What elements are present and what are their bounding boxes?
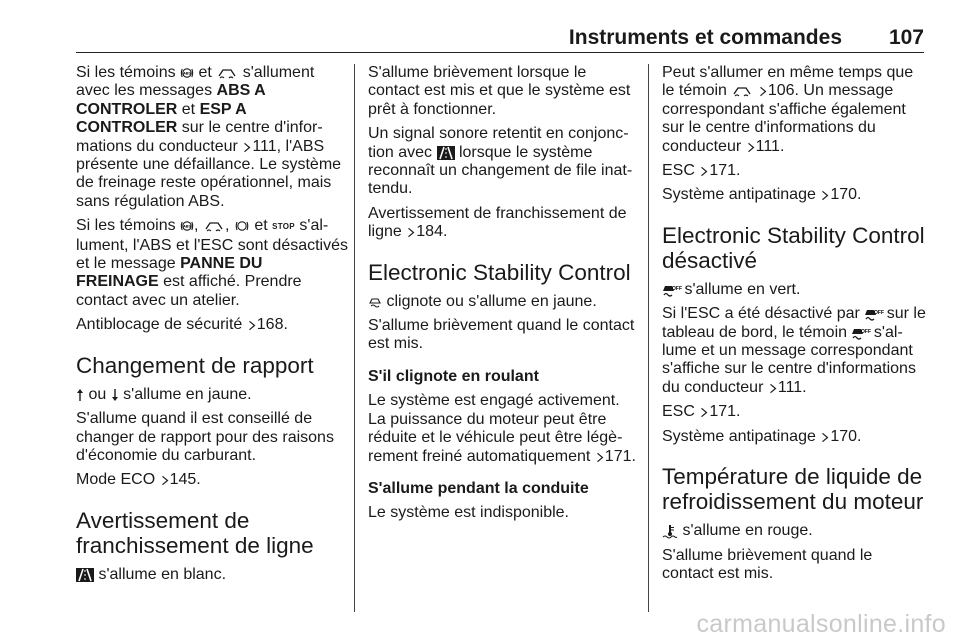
esc-off-description: Si l'ESC a été désactivé par OFF sur le tableau de bord, le témoin OFF s'allume et un message correspondant s'affiche sur le centre d'informations du conducteur 111. — [662, 305, 926, 396]
section-heading-gear-change: Changement de rapport — [76, 352, 314, 378]
page-reference-arrow-icon — [595, 451, 605, 464]
esc-unavailable-text: Le système est indisponible. — [368, 504, 569, 522]
section-heading-esc-off: Electronic Stability Control désactivé — [662, 222, 925, 273]
lane-departure-startup-text: S'allume brièvement lorsque le contact est mis et que le système est prêt à fonctionner. — [368, 64, 631, 118]
section-heading-lane-departure: Avertissement de franchissement de ligne — [76, 507, 314, 558]
coolant-indicator-paragraph: s'allume en rouge. — [662, 522, 928, 540]
message-brake-failure: PANNE DU FREINAGE — [76, 255, 263, 291]
page-reference-arrow-icon — [699, 165, 709, 178]
esc-startup-text: S'allume brièvement quand le contact est mis. — [368, 317, 635, 353]
esc-off-icon — [662, 283, 680, 297]
watermark: carmanualsonline.info — [696, 610, 946, 638]
esc-tc-paragraph: Peut s'allumer en même temps que le témoin 106. Un message correspondant s'affiche également sur le centre d'informations du conducteur 111. — [662, 64, 914, 155]
abs-warning-icon — [180, 66, 194, 80]
coolant-temperature-icon — [662, 524, 678, 538]
esc-off-icon — [851, 326, 872, 340]
page-reference-arrow-icon — [746, 141, 756, 154]
coolant-startup-text: S'allume brièvement quand le contact est mis. — [662, 546, 873, 582]
esc-off-indicator-paragraph: OFF s'allume en vert. — [662, 281, 928, 299]
esc-warning-icon — [731, 84, 753, 98]
lane-departure-sound-paragraph: Un signal sonore retentit en conjonction avec lorsque le système reconnaît un changement de file inattendu. — [368, 125, 633, 198]
page-reference-arrow-icon — [160, 474, 170, 487]
section-heading-coolant-temperature: Température de liquide de refroidissement du moteur — [662, 464, 924, 515]
page-reference-arrow-icon — [242, 141, 252, 154]
abs-reference: Antiblocage de sécurité 168. — [76, 316, 288, 334]
column-divider-2 — [648, 64, 649, 612]
abs-esp-paragraph: Si les témoins ABS et s'allument avec les messages ABS A CONTROLER et ESP A CONTROLER sur le centre d'informations du conducteur 111, l'ABS présente une défaillance. Le système de freinage reste opérationnel, mais sans régulation ABS. — [76, 64, 342, 210]
esc-indicator-paragraph: clignote ou s'allume en jaune. — [368, 293, 638, 311]
lane-departure-icon — [437, 146, 455, 160]
esc-reference: ESC 171. — [662, 162, 741, 180]
abs-warning-icon — [180, 219, 194, 233]
page-reference-arrow-icon — [820, 431, 830, 444]
page-title: Instruments et commandes — [568, 26, 842, 49]
esc-off-traction-reference: Système antipatinage 170. — [662, 427, 862, 445]
traction-control-reference: Système antipatinage 170. — [662, 186, 862, 204]
page-reference-arrow-icon — [768, 382, 778, 395]
subheading-blinking: S'il clignote en roulant — [368, 367, 539, 385]
svg-text:ABS: ABS — [183, 71, 191, 76]
svg-text:OFF: OFF — [861, 328, 872, 335]
column-divider-1 — [354, 64, 355, 612]
lane-departure-reference: Avertissement de franchissement de ligne 184. — [368, 204, 627, 241]
column-2 — [368, 64, 638, 529]
message-abs: ABS A CONTROLER — [76, 82, 266, 118]
section-heading-esc: Electronic Stability Control — [368, 259, 631, 285]
svg-text:ABS: ABS — [183, 224, 191, 229]
svg-text:OFF: OFF — [672, 285, 682, 292]
page-reference-arrow-icon — [699, 406, 709, 419]
column-3 — [662, 64, 928, 589]
subheading-on-while-driving: S'allume pendant la conduite — [368, 479, 589, 497]
esc-off-esc-reference: ESC 171. — [662, 403, 741, 421]
gear-change-description: S'allume quand il est conseillé de changer de rapport pour des raisons d'économie du carburant. — [76, 410, 334, 464]
gear-change-indicator-paragraph: ou s'allume en jaune. — [76, 386, 348, 404]
esc-warning-icon — [203, 219, 225, 233]
svg-text:OFF: OFF — [874, 310, 885, 317]
esc-blinking-paragraph: Le système est engagé activement. La puissance du moteur peut être réduite et le véhicule peut être légèrement freiné automatiquement 171. — [368, 392, 636, 465]
shift-down-icon — [111, 388, 119, 402]
eco-mode-reference: Mode ECO 145. — [76, 471, 201, 489]
message-esp: ESP A CONTROLER — [76, 100, 247, 137]
stop-icon: STOP — [272, 222, 295, 232]
lane-departure-icon — [76, 568, 94, 582]
page-reference-arrow-icon — [406, 226, 416, 239]
page-number: 107 — [888, 26, 924, 49]
page-reference-arrow-icon — [758, 85, 768, 98]
header-divider — [76, 52, 924, 53]
brake-failure-paragraph: Si les témoins ABS , , et STOP s'allument, l'ABS et l'ESC sont désactivés et le message PANNE DU FREINAGE est affiché. Prendre contact avec un atelier. — [76, 217, 349, 309]
page-reference-arrow-icon — [247, 319, 257, 332]
page-header — [76, 26, 924, 52]
esc-off-icon — [864, 307, 885, 321]
shift-up-icon — [76, 388, 84, 402]
lane-departure-indicator-paragraph: s'allume en blanc. — [76, 566, 348, 584]
page-reference-arrow-icon — [820, 189, 830, 202]
brake-system-icon — [234, 219, 250, 233]
esc-warning-icon — [216, 66, 238, 80]
esc-skid-icon — [368, 295, 382, 309]
column-1 — [76, 64, 348, 590]
